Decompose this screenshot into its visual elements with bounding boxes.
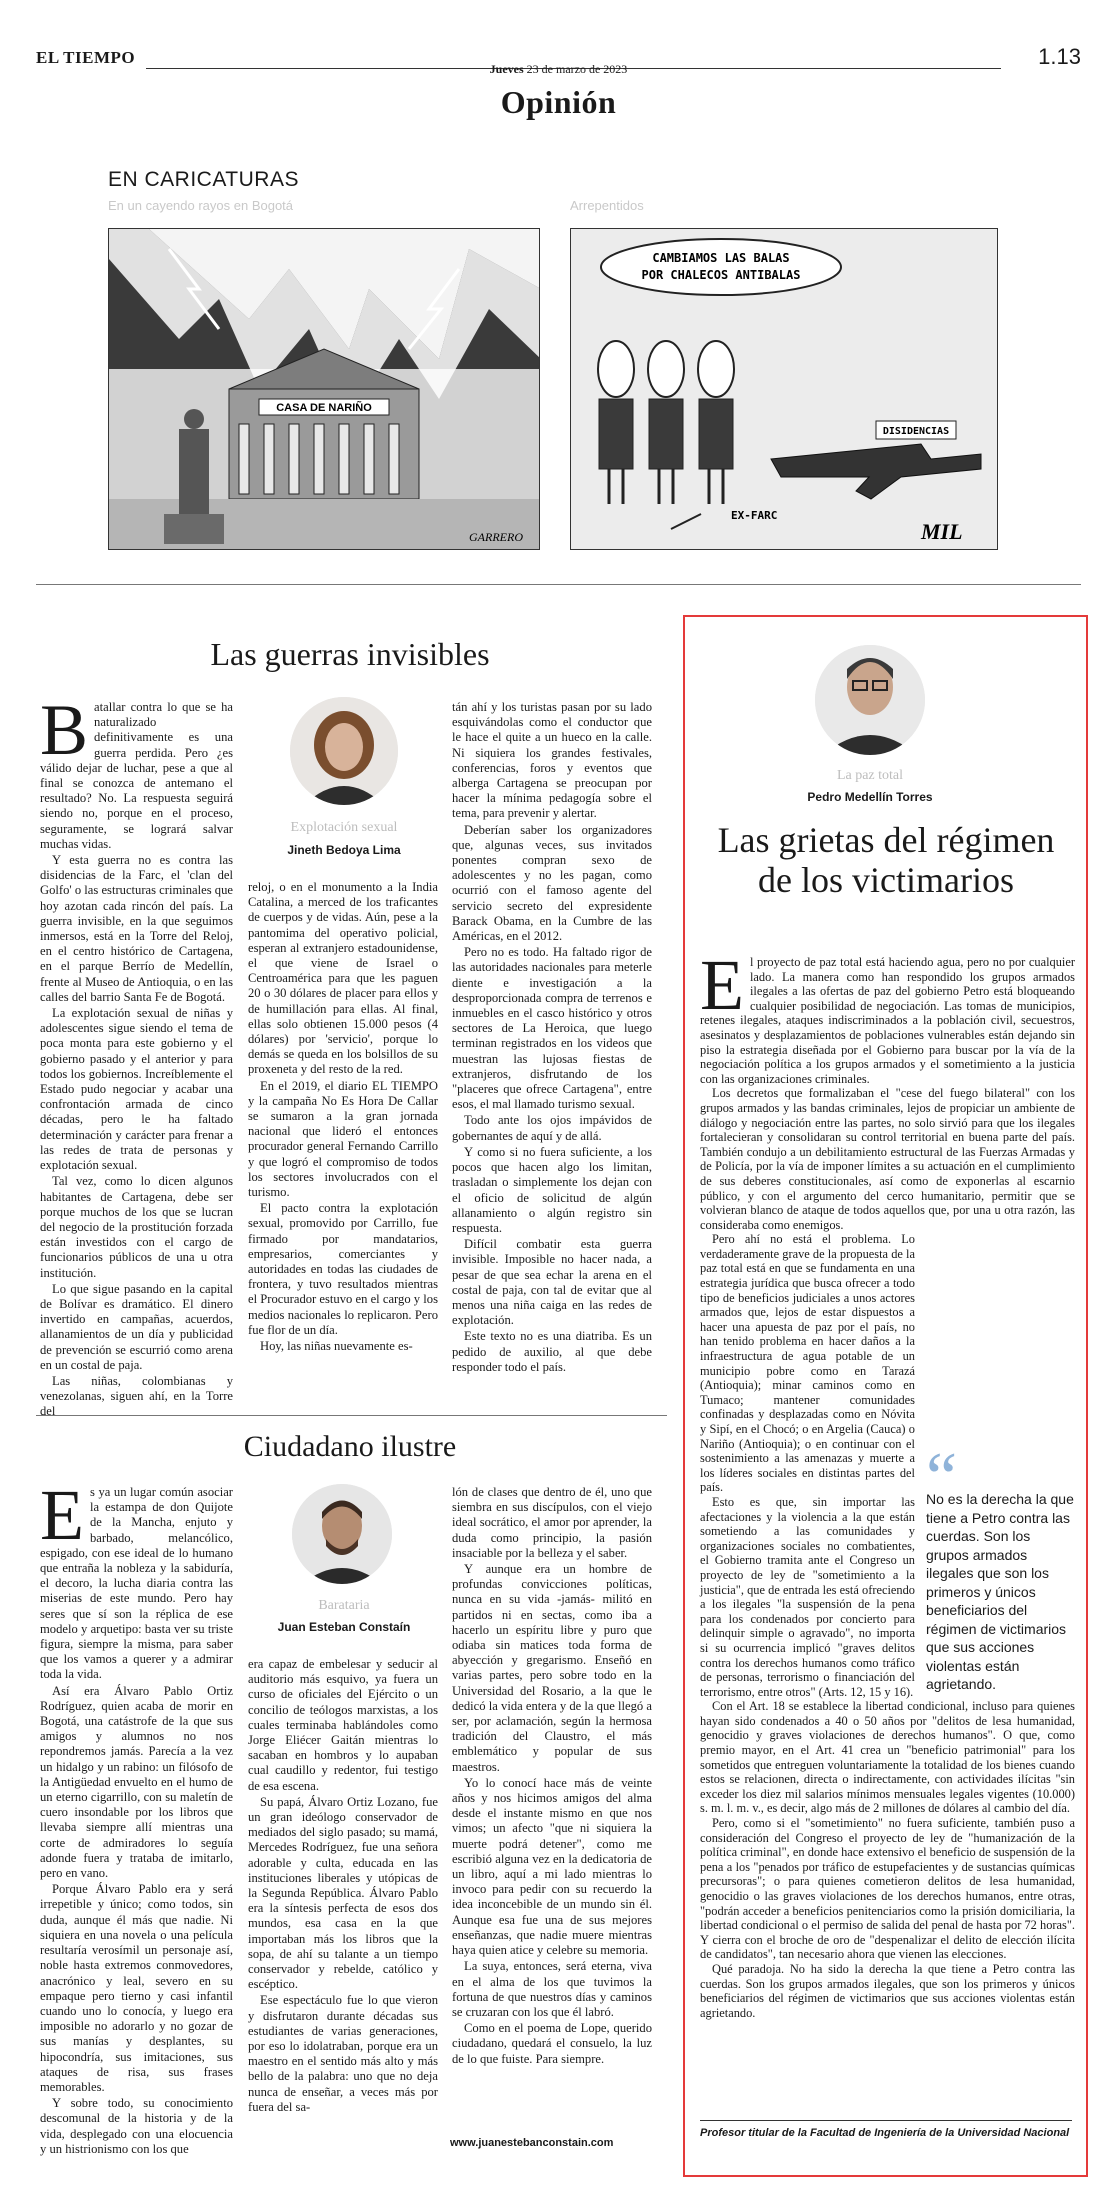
article3-author: Pedro Medellín Torres: [807, 790, 933, 804]
issue-date: [36, 62, 1081, 77]
date-text: 23 de marzo de 2023: [526, 62, 628, 76]
cartoon-ex-farc: [570, 228, 998, 550]
arrow-label: EX-FARC: [731, 509, 778, 522]
article1-author: Jineth Bedoya Lima: [287, 843, 401, 857]
a2c1-p4: Y sobre todo, su conocimiento descomunal de la historia y de la vida, desplegado con una elocuencia y un histrionismo con los que: [40, 2096, 233, 2156]
cartoon-left-signature: GARRERO: [469, 530, 523, 544]
section-title: Opinión: [500, 84, 617, 120]
a1c1-p6: Las niñas, colombianas y venezolanas, siguen ahí, en la Torre del: [40, 1373, 233, 1419]
a1c3-p4: Todo ante los ojos impávidos de gobernantes de aquí y de allá.: [452, 1113, 652, 1143]
cartoon-right-caption: Arrepentidos: [570, 198, 644, 213]
article2-author: Juan Esteban Constaín: [277, 1620, 411, 1634]
gun-label: DISIDENCIAS: [882, 426, 950, 437]
a3-p2: Los decretos que formalizaban el "cese del fuego bilateral" con los grupos armados y las bandas criminales, lejos de propiciar un ambiente de diálogo y negociación entre las partes, no solo sirvió para que los ilegales fortalecieran y consolidaran su control territorial en buena parte del país. También condujo a un debilitamiento estructural de las Fuerzas Armadas y de Policía, por la vía de imponer límites a su actuación en el cumplimiento de sus deberes constitucionales, así como de exponerlas al escarnio público, y con el argumento del cerco humanitario, permitir que se volvieran blanco de ataque de todos aquellos que, por una u otra razón, las consideraba como enemigos.: [700, 1086, 1075, 1232]
a1c2-p4: Hoy, las niñas nuevamente es-: [260, 1339, 413, 1354]
a1c3-p2: Deberían saber los organizadores que, algunas veces, sus invitados ponentes compran sexo de adolescentes y no les pagan, como ocurrió con el famoso agente del servicio secreto del expresidente Barack Obama, en la Cumbre de las Américas, en el 2012.: [452, 822, 652, 944]
article1-column-1: [40, 690, 233, 1421]
a2c3-p4: La suya, entonces, será eterna, viva en el alma de los que tuvimos la fortuna de que nuestros días y caminos se cruzaran con los que él labró.: [452, 1959, 652, 2019]
quote-icon: “: [926, 1439, 958, 1516]
a2c3-p2: Y aunque era un hombre de profundas convicciones políticas, nunca en su vida -jamás- militó en partidos ni en sectas, como iba a hacerlo un espíritu libre y puro que odiaba sin matices toda forma de abyección y gregarismo. Enseñó en varias partes, pero sobre todo en la Universidad del Rosario, a la que le dedicó la vida entera y de la que llegó a ser, por aclamación, según la hermosa tradición del Claustro, el más emblemático y popular de sus maestros.: [452, 1562, 652, 1774]
cartoon-left-caption: En un cayendo rayos en Bogotá: [108, 198, 294, 213]
a2c2-p3: Ese espectáculo fue lo que vieron y disfrutaron durante décadas sus estudiantes de varias generaciones, por eso lo idolatraban, porque era un maestro en el sentido más alto y más bello de la palabra: uno que no deja nunca de enseñar, a veces más por fuera del sa-: [248, 1993, 438, 2114]
article2-column-1: [40, 1475, 233, 2158]
a2c3-p1: lón de clases que dentro de él, uno que siembra en sus discípulos, con el viejo ideal socrático, el amor por aprender, la duda como principio, la pasión insaciable por la belleza y el saber.: [452, 1485, 652, 1560]
a1c2-p3: El pacto contra la explotación sexual, promovido por Carrillo, fue firmado por mandatarios, empresarios, comerciantes y autoridades en todas las ciudades de frontera, y tuvo resultados mientras el Procurador estuvo en el cargo y los medios nacionales lo replicaron. Pero fue flor de un día.: [248, 1201, 438, 1337]
a1c1-p2: Y esta guerra no es contra las disidencias de la Farc, el 'clan del Golfo' o las estructuras criminales que hoy azotan cada rincón del país. La guerra invisible, en la que seguimos inmersos, está en la Torre del Reloj, en el centro histórico de Cartagena, en el parque Berrío de Medellín, frente al Museo de Antioquia, o en las calles del barrio Santa Fe de Bogotá.: [40, 853, 233, 1004]
article3-column-name: La paz total: [836, 768, 904, 783]
a1c2-p1: reloj, o en el monumento a la India Catalina, a merced de los traficantes de cuerpos y de vidas. Aún, pese a la pantomima del operativo policial, esperan al extranjero estadounidense, el que viene de Israel o Centroamérica para que les paguen 20 o 30 dólares de placer para ellos y de humillación para ellas. Al final, ellas solo obtienen 15.000 pesos (4 dólares) por 'servicio', porque lo demás se queda en los bolsillos de su proxeneta y del resto de la red.: [248, 880, 438, 1077]
article2-column-name: Barataria: [318, 1598, 370, 1613]
a3-p7: Qué paradoja. No ha sido la derecha la que tiene a Petro contra las cuerdas. Son los grupos armados ilegales, que son los primeros y únicos beneficiarios del régimen de victimarios que sus acciones violentas están agrietando.: [700, 1961, 1075, 2020]
a2c1-p3: Porque Álvaro Pablo era y será irrepetible y único; como todos, sin duda, aunque él más que nadie. Ni siquiera en una novela o una película resultaría verosímil un personaje así, noble hasta extremos conmovedores, anacrónico y leal, severo en su empaque pero tierno y casi infantil cuando uno lo conocía, y luego era imposible no adorarlo y no gozar de sus manías y desplantes, su hipocondría, sus imitaciones, sus ataques de risa, sus frases memorables.: [40, 1882, 233, 2094]
a1c1-p4: Tal vez, como lo dicen algunos habitantes de Cartagena, debe ser porque muchos de los que se lucran del negocio de la prostitución forzada están investidos con el cargo de funcionarios públicos de una u otra institución.: [40, 1174, 233, 1280]
article1-column-3: [452, 700, 652, 1376]
cartoon-right-signature: MIL: [921, 519, 963, 544]
portrait-icon: [292, 1484, 392, 1584]
a1c1-p3: La explotación sexual de niñas y adolescentes sigue siendo el tema de poca monta para este gobierno y el gobierno pasado y el anterior y para todos los gobiernos. Increíblemente el Estado pudo negociar y acabar una confrontación armada de cinco décadas, pero le ha faltado determinación y carácter para frenar a las redes de trata de personas y explotación sexual.: [40, 1006, 233, 1173]
speech-line-1: CAMBIAMOS LAS BALAS: [652, 251, 790, 265]
a3-p4: Esto es que, sin importar las afectaciones y la violencia a la que están sometiendo a las comunidades y organizaciones sociales no combatientes, el Gobierno tramita ante el Congreso un proyecto de ley de "sometimiento a la justicia", que de entrada les está ofreciendo a los ilegales "la suspensión de la pena para los condenados por concierto para delinquir simple o agravado", no importa si su ocurrencia implicó "graves delitos contra los derechos humanos como tráfico de personas, terrorismo o financiación del terrorismo, entre otros" (Arts. 12, 15 y 16).: [700, 1494, 915, 1699]
weekday: Jueves: [489, 62, 524, 76]
a3-p3: Pero ahí no está el problema. Lo verdaderamente grave de la propuesta de la paz total está en que se fundamenta en una estrategia jurídica que busca ofrecer a todo tipo de beneficios judiciales a unos actores armados que, lejos de estar dispuestos a hacer una apuesta de paz por el país, no han tenido problema en hacer daños a la infraestructura de agua potable de un municipio pobre como en Tarazá (Antioquia); minar caminos como en Tumaco; mantener comunidades confinadas y desplazadas como en Nóvita y Sipí, en el Chocó; o en Argelia (Cauca) o Nariño (Antioquia); o en continuar con el sostenimiento a las amenazas y muerte a los líderes sociales en distintas partes del país.: [700, 1232, 915, 1495]
a1c1-p1: atallar contra lo que se ha naturalizado definitivamente es una guerra perdida. Pero ¿es válido dejar de luchar, pese a que al final se conozca de antemano el resultado? No. La respuesta seguirá siendo no, porque en el proceso, seguramente, se logrará salvar muchas vidas.: [40, 700, 233, 851]
a3-p5: Con el Art. 18 se establece la libertad condicional, incluso para quienes hayan sido condenados a 40 o 50 años por "delitos de lesa humanidad, genocidio y graves violaciones de derechos humanos". O que, como premio mayor, en el Art. 41 crea un "beneficio patrimonial" para los sometidos que entreguen voluntariamente la totalidad de los bienes cuando estos se relacionen, directa o indirectamente, con actividades ilícitas "sin exceder los diez mil salarios mínimos mensuales legales vigentes (10.000) s. m. l. m. v., es decir, algo más de 2 millones de dólares al cambio del día.: [700, 1699, 1075, 1816]
a2c1-p1: s ya un lugar común asociar la estampa de don Quijote de la Mancha, enjuto y barbado, melancólico, espigado, con ese ideal de lo humano que entraña la nobleza y la sabiduría, el decoro, la lucha diaria contra las miserias de este mundo. Pero hay seres que sí son la réplica de ese modelo y arquetipo: basta ver su triste figura, siempre la misma, para saber que los vamos a querer y a admirar toda la vida.: [40, 1485, 233, 1682]
a2c2-p2: Su papá, Álvaro Ortiz Lozano, fue un gran ideólogo conservador de mediados del siglo pasado; su mamá, Mercedes Rodríguez, fue una señora adorable y culta, educada en las instituciones liberales y utópicas de la Segunda República. Álvaro Pablo era la síntesis perfecta de esos dos mundos, esa casa en la que importaban más los libros que la sopa, de ahí su talante a un tiempo conservador y rebelde, católico y escéptico.: [248, 1794, 438, 1992]
author-photo-pedro: [815, 645, 925, 755]
page-number: 1.13: [1038, 44, 1081, 69]
a1c3-p3: Pero no es todo. Ha faltado rigor de las autoridades nacionales para meterle diente e investigación a la desproporcionada compra de terrenos e inmuebles en el casco histórico y otros sectores de La Heroica, que luego terminan registrados en los videos que muestran las lujosas fiestas de extranjeros, disfrutando de los "placeres que ofrece Cartagena", entre esos, el mal llamado turismo sexual.: [452, 945, 652, 1112]
a3-p1: l proyecto de paz total está haciendo agua, pero no por cualquier lado. La manera como han respondido los grupos armados ilegales a las ofertas de paz del gobierno Petro está bloqueando cualquier posibilidad de negociación. Las tomas de municipios, retenes ilegales, ataques indiscriminados a la población civil, secuestros, asesinatos y desplazamientos de poblaciones vulnerables están dejando sin piso la estrategia diseñada por el Gobierno para buscar por la vía de la negociación política a los grupos armados y el sometimiento a la justicia con las organizaciones criminales.: [700, 955, 1075, 1086]
a1c3-p1: tán ahí y los turistas pasan por su lado esquivándolas como el conductor que le hace el quite a un hueco en la calle. Ni siquiera los grandes festivales, conferencias, foros y eventos que alberga Cartagena se preocupan por hacer la mínima pedagogía sobre el tema, para prevenir y alertar.: [452, 700, 652, 821]
a2c2-p1: era capaz de embelesar y seducir al auditorio más esquivo, ya fuera un curso de oficiales del Ejército o un concilio de teólogos marxistas, a los cuales terminaba hablándoles como Jorge Eliécer Gaitán mientras lo sacaban en hombros y lo aupaban cual caudillo y redentor, fui testigo de esa escena.: [248, 1657, 438, 1793]
article1-title: Las guerras invisibles: [210, 636, 490, 672]
a3-p6: Pero, como si el "sometimiento" no fuera suficiente, también puso a consideración del Congreso el proyecto de ley de "humanización de la política criminal", en donde hace extensivo el beneficio de suspensión de la pena a los "penados por tráfico de estupefacientes y de sustancias químicas precursoras"; o para quienes cometieron delitos de lesa humanidad, genocidio o las graves violaciones de los derechos humanos, entre otras, "podrán acceder a beneficios penitenciarios como la prisión domiciliaria, la libertad condicional o el permiso de salida del penal de hasta por 72 horas". Y cierra con el broche de oro de "despenalizar el delito de elección ilícita de candidatos", tan necesario ahora que vienen las elecciones.: [700, 1816, 1075, 1962]
pullquote: No es la derecha la que tiene a Petro contra las cuerdas. Son los grupos armados ilegales que son los primeros y únicos beneficiarios del régimen de victimarios que sus acciones violentas están agrietando.: [926, 1491, 1074, 1692]
a1c3-p6: Difícil combatir esta guerra invisible. Imposible no hacer nada, a pesar de que sea echar la arena en el costal de paja, con tal de evitar que al menos una niña caiga en las redes de explotación.: [452, 1237, 652, 1328]
article3-title: Las grietas del régimen de los victimarios: [717, 820, 1055, 900]
author-photo-juan-esteban: [292, 1484, 392, 1584]
speech-line-2: POR CHALECOS ANTIBALAS: [641, 268, 801, 282]
article2-column-2: [248, 1657, 438, 2116]
a1c3-p7: Este texto no es una diatriba. Es un pedido de auxilio, al que debe responder todo el país.: [452, 1329, 652, 1374]
a1c2-p2: En el 2019, el diario EL TIEMPO y la campaña No Es Hora De Callar se sumaron a la gran jornada nacional que lideró el entonces procurador general Fernando Carrillo y que logró el compromiso de todos los sectores involucrados con el turismo.: [248, 1078, 438, 1200]
cartoon-right-drawing: [571, 229, 998, 550]
brand-logo: EL TIEMPO: [36, 48, 136, 67]
a1c1-p5: Lo que sigue pasando en la capital de Bolívar es dramático. El dinero invertido en campañas, acuerdos, allanamientos de un día y publicidad de prevención se escurrió como arena en un costal de paja.: [40, 1281, 233, 1372]
article2-column-3: [452, 1485, 652, 2068]
divider: [36, 584, 1081, 585]
article3-dropcap: E: [700, 945, 744, 1025]
cartoons-heading: EN CARICATURAS: [108, 168, 299, 191]
cartoon-left-drawing: [109, 229, 540, 550]
building-label: CASA DE NARIÑO: [276, 402, 372, 414]
author-bio: Profesor titular de la Facultad de Ingeniería de la Universidad Nacional: [700, 2120, 1072, 2139]
article1-dropcap: B: [40, 690, 89, 770]
cartoon-casa-narino: [108, 228, 540, 550]
article1-column-name: Explotación sexual: [290, 820, 398, 835]
author-website-link[interactable]: www.juanestebanconstain.com: [450, 2137, 614, 2149]
a1c3-p5: Y como si no fuera suficiente, a los pocos que hacen algo los limitan, trasladan o simplemente los dejan con el oficio de solicitud de algún allanamiento o algún registro sin respuesta.: [452, 1144, 652, 1235]
portrait-icon: [815, 645, 925, 755]
a2c1-p2: Así era Álvaro Pablo Ortiz Rodríguez, quien acaba de morir en Bogotá, una catástrofe de la que sus amigos y alumnos no nos repondremos jamás. Parecía a la vez un hidalgo y un rabino: un filósofo de la Antigüedad envuelto en el humo de un eterno cigarrillo, con su maletín de cuero insondable por los libros que llevaba siempre allí mientras una corte de admiradores lo seguía adonde fuera y trataba de imitarlo, pero en vano.: [40, 1683, 233, 1881]
a2c3-p5: Como en el poema de Lope, querido ciudadano, quedará el consuelo, la luz de lo que fuiste. Para siempre.: [452, 2021, 652, 2066]
a2c3-p3: Yo lo conocí hace más de veinte años y nos hicimos amigos del alma desde el instante mismo en que nos vimos; un afecto "que ni siquiera la muerte podrá detener", como me escribió alguna vez en la dedicatoria de un libro, aquí a mi lado mientras lo invoco para pedir con su recuerdo la idea inconcebible de un mundo sin él. Aunque esa fue una de sus mejores enseñanzas, que nadie muere mientras haya quien atice y celebre su memoria.: [452, 1775, 652, 1958]
article3-body: [700, 945, 1075, 2020]
article1-column-2: [248, 880, 438, 1355]
portrait-icon: [290, 697, 398, 805]
masthead: [36, 40, 1081, 80]
article2-dropcap: E: [40, 1475, 84, 1555]
divider: [36, 1415, 667, 1416]
article2-title: Ciudadano ilustre: [243, 1430, 457, 1463]
author-photo-jineth: [290, 697, 398, 805]
